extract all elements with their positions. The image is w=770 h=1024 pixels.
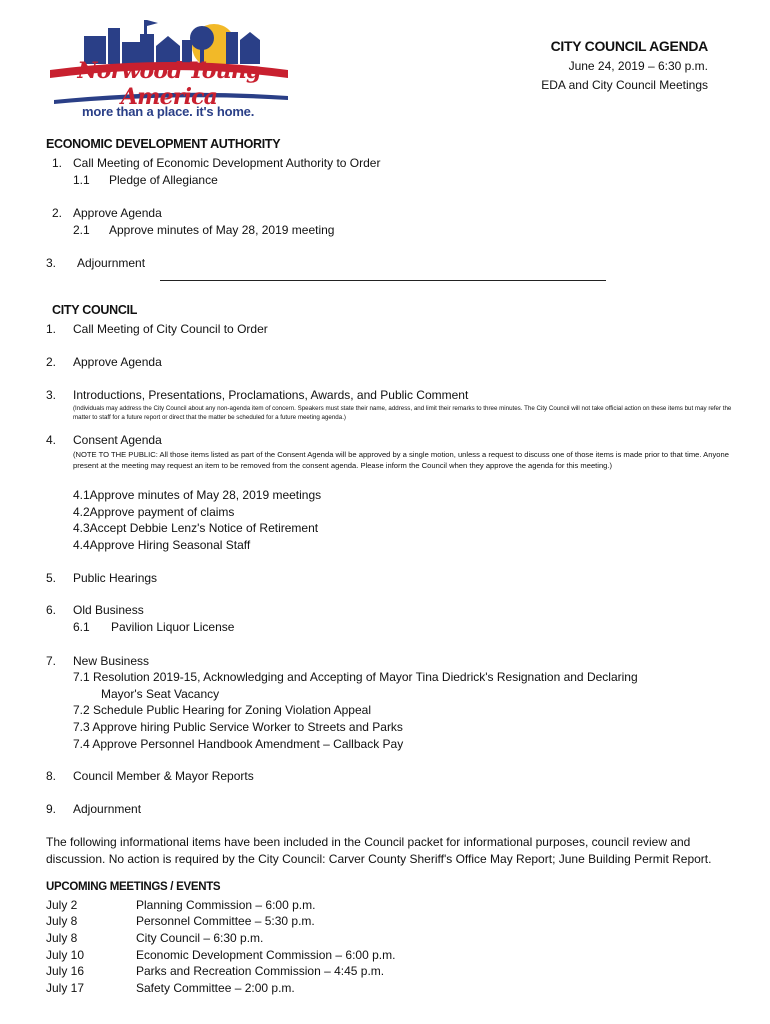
meeting-name: Safety Committee – 2:00 p.m. [136, 981, 295, 995]
new-business-item: 7.2 Schedule Public Hearing for Zoning Violation Appeal [73, 703, 371, 717]
meeting-name: Personnel Committee – 5:30 p.m. [136, 914, 315, 928]
informational-items-paragraph: The following informational items have been included in the Council packet for informational purposes, council review and discussion. No action is required by the City Council: Carver County Sheriff's Office May Report; June Building Permit Report. [46, 835, 712, 866]
upcoming-heading: UPCOMING MEETINGS / EVENTS [46, 881, 221, 893]
council-heading: CITY COUNCIL [52, 303, 138, 317]
council-item-approve-agenda: Approve Agenda [73, 355, 162, 369]
public-comment-note: (Individuals may address the City Council about any non-agenda item of concern. Speakers must state their name, address, and limit their remarks to three minutes. The City Council will not take official action on these items but may refer the matter to staff for a future report or direct that the matter be scheduled for a future meeting agenda.) [73, 405, 732, 421]
consent-item: 4.2Approve payment of claims [73, 505, 235, 519]
item-number: 5. [46, 571, 57, 585]
new-business-item: 7.3 Approve hiring Public Service Worker to Streets and Parks [73, 720, 403, 734]
council-item-new-business: New Business [73, 654, 150, 668]
meeting-date: July 8 [46, 914, 78, 928]
item-number: 2. [46, 355, 57, 369]
eda-item-pledge: Pledge of Allegiance [109, 173, 218, 187]
eda-item-adjournment: Adjournment [77, 256, 146, 270]
eda-heading: ECONOMIC DEVELOPMENT AUTHORITY [46, 137, 281, 151]
meeting-date: June 24, 2019 – 6:30 p.m. [568, 59, 708, 73]
eda-item-call-to-order: Call Meeting of Economic Development Authority to Order [73, 156, 381, 170]
council-item-adjournment: Adjournment [73, 802, 142, 816]
eda-item-approve-minutes: Approve minutes of May 28, 2019 meeting [109, 223, 335, 237]
council-item-public-comment: Introductions, Presentations, Proclamations, Awards, and Public Comment [73, 388, 469, 402]
new-business-item: 7.1 Resolution 2019-15, Acknowledging and Accepting of Mayor Tina Diedrick's Resignation and Declaring [73, 670, 638, 684]
item-number: 1. [46, 322, 57, 336]
item-number: 2.1 [73, 223, 90, 237]
consent-item: 4.4Approve Hiring Seasonal Staff [73, 538, 251, 552]
meeting-type: EDA and City Council Meetings [541, 78, 708, 92]
consent-agenda-note: (NOTE TO THE PUBLIC: All those items listed as part of the Consent Agenda will be approved by a single motion, unless a request to discuss one of those items is made prior to that time. Anyone present at the meeting may request an item to be removed from the consent agenda. Please inform the Council when they approve the agenda for this meeting.) [73, 450, 729, 470]
item-number: 1.1 [73, 173, 90, 187]
council-item-old-business: Old Business [73, 603, 144, 617]
council-item-public-hearings: Public Hearings [73, 571, 158, 585]
meeting-date: July 8 [46, 931, 78, 945]
item-number: 9. [46, 802, 57, 816]
section-divider [160, 280, 606, 281]
logo-tagline: more than a place. it's home. [82, 104, 255, 119]
new-business-item-continued: Mayor's Seat Vacancy [101, 687, 220, 701]
meeting-date: July 16 [46, 964, 85, 978]
logo-name: Norwood Young America [77, 58, 261, 110]
item-number: 6. [46, 603, 57, 617]
meeting-name: Parks and Recreation Commission – 4:45 p.m. [136, 964, 385, 978]
meeting-date: July 10 [46, 948, 85, 962]
old-business-item: Pavilion Liquor License [111, 620, 235, 634]
council-item-call-to-order: Call Meeting of City Council to Order [73, 322, 268, 336]
item-number: 1. [52, 156, 63, 170]
meeting-date: July 17 [46, 981, 85, 995]
agenda-header [541, 38, 708, 92]
council-item-reports: Council Member & Mayor Reports [73, 769, 254, 783]
item-number: 8. [46, 769, 57, 783]
eda-item-approve-agenda: Approve Agenda [73, 206, 162, 220]
item-number: 3. [46, 388, 57, 402]
item-number: 6.1 [73, 620, 90, 634]
meeting-date: July 2 [46, 898, 78, 912]
meeting-name: Economic Development Commission – 6:00 p.m. [136, 948, 396, 962]
new-business-item: 7.4 Approve Personnel Handbook Amendment – Callback Pay [73, 737, 404, 751]
item-number: 7. [46, 654, 57, 668]
agenda-title: CITY COUNCIL AGENDA [550, 38, 708, 54]
consent-item: 4.1Approve minutes of May 28, 2019 meetings [73, 488, 322, 502]
city-logo [44, 18, 294, 128]
council-item-consent-agenda: Consent Agenda [73, 433, 162, 447]
meeting-name: Planning Commission – 6:00 p.m. [136, 898, 316, 912]
item-number: 2. [52, 206, 63, 220]
consent-item: 4.3Accept Debbie Lenz's Notice of Retirement [73, 521, 319, 535]
item-number: 3. [46, 256, 57, 270]
item-number: 4. [46, 433, 57, 447]
meeting-name: City Council – 6:30 p.m. [136, 931, 264, 945]
